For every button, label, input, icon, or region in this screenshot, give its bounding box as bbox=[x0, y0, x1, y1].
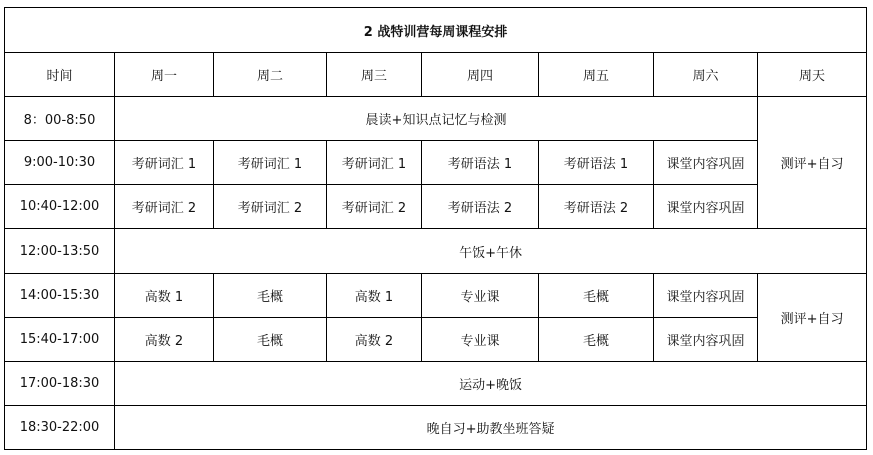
class-cell: 考研语法 2 bbox=[539, 185, 654, 229]
class-cell: 考研语法 2 bbox=[422, 185, 539, 229]
sunday-cell: 测评+自习 bbox=[758, 273, 867, 361]
class-cell: 高数 1 bbox=[327, 273, 422, 317]
class-cell: 课堂内容巩固 bbox=[654, 141, 758, 185]
time-cell: 18:30-22:00 bbox=[5, 405, 115, 449]
table-row bbox=[5, 405, 867, 449]
time-cell: 10:40-12:00 bbox=[5, 185, 115, 229]
class-cell: 考研词汇 2 bbox=[214, 185, 327, 229]
class-cell: 考研词汇 2 bbox=[327, 185, 422, 229]
class-cell: 毛概 bbox=[214, 317, 327, 361]
header-row bbox=[5, 53, 867, 97]
class-cell: 考研语法 1 bbox=[422, 141, 539, 185]
class-cell: 毛概 bbox=[539, 273, 654, 317]
class-cell: 考研词汇 1 bbox=[115, 141, 214, 185]
class-cell: 考研语法 1 bbox=[539, 141, 654, 185]
header-time: 时间 bbox=[5, 53, 115, 97]
table-row bbox=[5, 229, 867, 273]
time-cell: 8：00-8:50 bbox=[5, 97, 115, 141]
class-cell: 专业课 bbox=[422, 273, 539, 317]
header-friday: 周五 bbox=[539, 53, 654, 97]
class-cell: 课堂内容巩固 bbox=[654, 317, 758, 361]
class-cell: 课堂内容巩固 bbox=[654, 185, 758, 229]
time-cell: 17:00-18:30 bbox=[5, 361, 115, 405]
class-cell: 考研词汇 1 bbox=[214, 141, 327, 185]
merged-activity-cell: 晨读+知识点记忆与检测 bbox=[115, 97, 758, 141]
merged-activity-cell: 午饭+午休 bbox=[115, 229, 867, 273]
header-monday: 周一 bbox=[115, 53, 214, 97]
time-cell: 14:00-15:30 bbox=[5, 273, 115, 317]
header-wednesday: 周三 bbox=[327, 53, 422, 97]
table-row bbox=[5, 185, 867, 229]
class-cell: 专业课 bbox=[422, 317, 539, 361]
class-cell: 高数 2 bbox=[115, 317, 214, 361]
class-cell: 考研词汇 2 bbox=[115, 185, 214, 229]
class-cell: 毛概 bbox=[539, 317, 654, 361]
class-cell: 考研词汇 1 bbox=[327, 141, 422, 185]
table-row bbox=[5, 317, 867, 361]
header-thursday: 周四 bbox=[422, 53, 539, 97]
header-tuesday: 周二 bbox=[214, 53, 327, 97]
table-title: 2 战特训营每周课程安排 bbox=[5, 8, 867, 53]
table-row bbox=[5, 361, 867, 405]
header-sunday: 周天 bbox=[758, 53, 867, 97]
time-cell: 9:00-10:30 bbox=[5, 141, 115, 185]
class-cell: 毛概 bbox=[214, 273, 327, 317]
table-row bbox=[5, 273, 867, 317]
header-saturday: 周六 bbox=[654, 53, 758, 97]
time-cell: 12:00-13:50 bbox=[5, 229, 115, 273]
time-cell: 15:40-17:00 bbox=[5, 317, 115, 361]
weekly-schedule-table bbox=[4, 7, 867, 450]
table-row bbox=[5, 97, 867, 141]
merged-activity-cell: 晚自习+助教坐班答疑 bbox=[115, 405, 867, 449]
class-cell: 高数 1 bbox=[115, 273, 214, 317]
sunday-cell: 测评+自习 bbox=[758, 97, 867, 229]
table-row bbox=[5, 141, 867, 185]
merged-activity-cell: 运动+晚饭 bbox=[115, 361, 867, 405]
class-cell: 高数 2 bbox=[327, 317, 422, 361]
class-cell: 课堂内容巩固 bbox=[654, 273, 758, 317]
